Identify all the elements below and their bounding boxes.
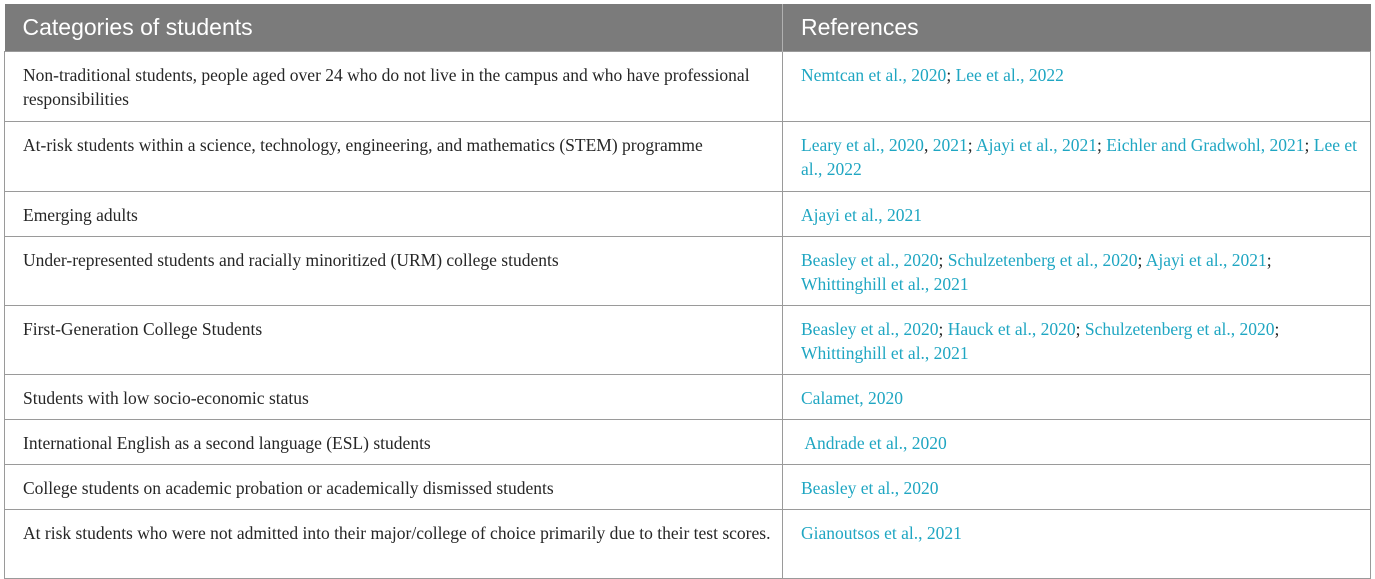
category-cell: International English as a second language (ESL) students <box>5 420 783 465</box>
category-cell: Emerging adults <box>5 192 783 237</box>
reference-link[interactable]: Lee et al., 2022 <box>955 65 1064 85</box>
reference-link[interactable]: Whittinghill et al., 2021 <box>801 343 969 363</box>
reference-link[interactable]: Whittinghill et al., 2021 <box>801 274 969 294</box>
reference-link[interactable]: Ajayi et al., 2021 <box>975 135 1097 155</box>
reference-link[interactable]: Nemtcan et al., 2020 <box>801 65 947 85</box>
references-cell <box>783 465 1371 510</box>
separator: ; <box>946 65 956 85</box>
table-row <box>5 306 1371 375</box>
separator: ; <box>1266 250 1272 270</box>
separator: ; <box>1075 319 1085 339</box>
reference-link[interactable]: Schulzetenberg et al., 2020 <box>947 250 1138 270</box>
references-cell <box>783 237 1371 306</box>
category-cell: Students with low socio-economic status <box>5 375 783 420</box>
separator: ; <box>1274 319 1280 339</box>
category-cell: Under-represented students and racially minoritized (URM) college students <box>5 237 783 306</box>
table-row <box>5 465 1371 510</box>
separator: ; <box>1137 250 1146 270</box>
separator: , <box>923 135 933 155</box>
table-row <box>5 510 1371 579</box>
reference-link[interactable]: Hauck et al., 2020 <box>947 319 1076 339</box>
references-cell <box>783 420 1371 465</box>
reference-link[interactable]: Beasley et al., 2020 <box>801 319 939 339</box>
reference-link[interactable]: Calamet, 2020 <box>801 388 904 408</box>
references-cell <box>783 306 1371 375</box>
reference-link[interactable]: Ajayi et al., 2021 <box>1145 250 1267 270</box>
references-cell <box>783 192 1371 237</box>
table-row <box>5 122 1371 192</box>
header-categories: Categories of students <box>5 4 783 52</box>
references-cell <box>783 122 1371 192</box>
reference-link[interactable]: Beasley et al., 2020 <box>801 478 939 498</box>
separator: ; <box>967 135 976 155</box>
category-cell: Non-traditional students, people aged over 24 who do not live in the campus and who have professional responsibilities <box>5 52 783 122</box>
separator: ; <box>1096 135 1107 155</box>
separator: ; <box>938 250 948 270</box>
separator: ; <box>1304 135 1314 155</box>
reference-link[interactable]: Gianoutsos et al., 2021 <box>801 523 962 543</box>
table-row <box>5 420 1371 465</box>
table-row <box>5 192 1371 237</box>
students-references-table <box>4 4 1371 579</box>
category-cell: At risk students who were not admitted into their major/college of choice primarily due to their test scores. <box>5 510 783 579</box>
header-row <box>5 4 1371 52</box>
reference-link[interactable]: 2021 <box>932 135 968 155</box>
table-row <box>5 237 1371 306</box>
category-cell: First-Generation College Students <box>5 306 783 375</box>
separator: ; <box>938 319 948 339</box>
reference-link[interactable]: Schulzetenberg et al., 2020 <box>1084 319 1275 339</box>
reference-link[interactable]: Leary et al., 2020 <box>801 135 924 155</box>
table-row <box>5 375 1371 420</box>
header-references: References <box>783 4 1371 52</box>
category-cell: College students on academic probation or academically dismissed students <box>5 465 783 510</box>
category-cell: At-risk students within a science, technology, engineering, and mathematics (STEM) programme <box>5 122 783 192</box>
references-cell <box>783 52 1371 122</box>
reference-link[interactable]: Lee et al., 2022 <box>801 135 1357 179</box>
reference-link[interactable]: Beasley et al., 2020 <box>801 250 939 270</box>
reference-link[interactable]: Andrade et al., 2020 <box>801 433 947 453</box>
reference-link[interactable]: Eichler and Gradwohl, 2021 <box>1106 135 1305 155</box>
references-cell <box>783 375 1371 420</box>
references-cell <box>783 510 1371 579</box>
reference-link[interactable]: Ajayi et al., 2021 <box>801 205 923 225</box>
table-row <box>5 52 1371 122</box>
